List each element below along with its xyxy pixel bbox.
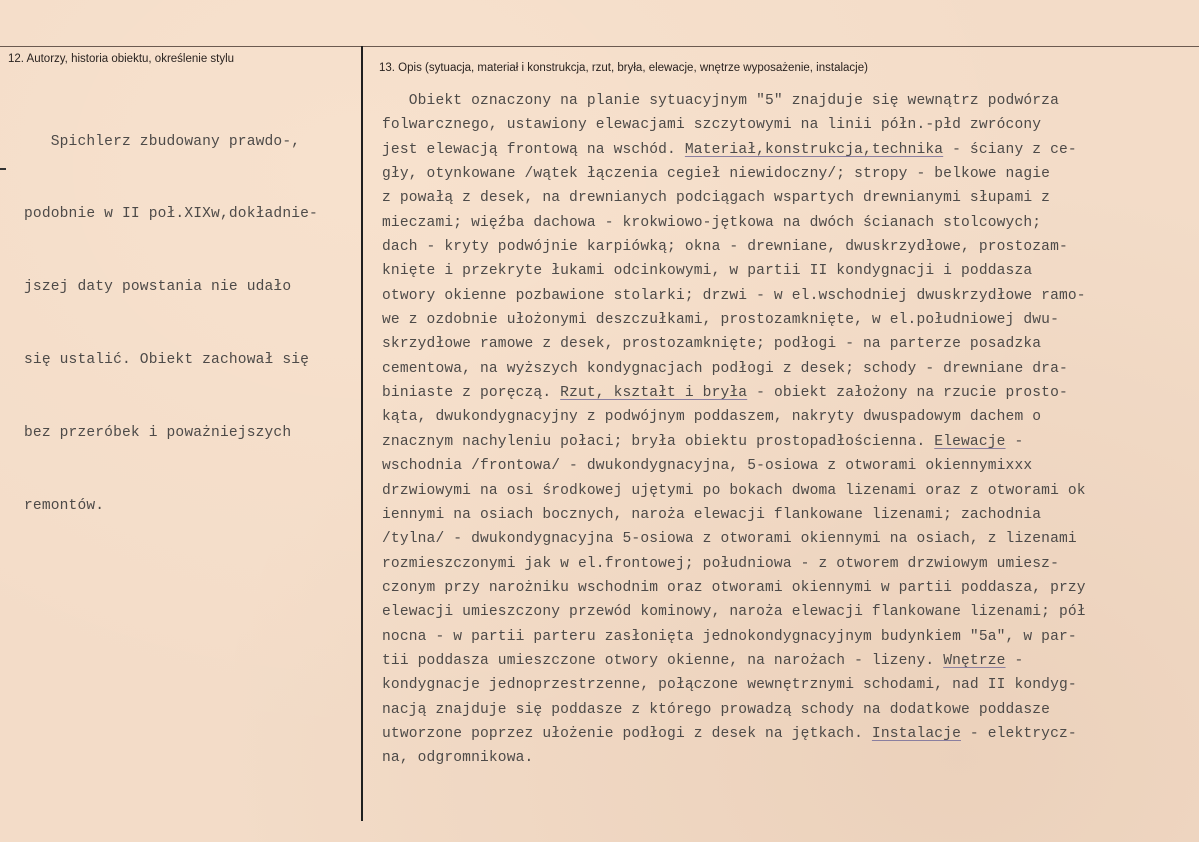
text-segment: tii poddasza umieszczone otwory okienne, na narożach - lizeny.: [382, 652, 944, 669]
text-line: [382, 308, 1086, 332]
text-line: [382, 138, 1086, 162]
text-segment: dach - kryty podwójnie karpiówką; okna - drewniane, dwuskrzydłowe, prostozam-: [382, 239, 1068, 256]
section-13-text: [382, 89, 1086, 771]
text-segment: znacznym nachyleniu połaci; bryła obiektu prostopadłościenna.: [382, 433, 935, 450]
text-line: [382, 405, 1086, 429]
text-segment: nocna - w partii parteru zasłonięta jednokondygnacyjnym budynkiem "5a", w par-: [382, 628, 1077, 645]
text-segment: skrzydłowe ramowe z desek, prostozamknięte; podłogi - na parterze posadzka: [382, 336, 1042, 353]
text-segment: jest elewacją frontową na wschód.: [382, 141, 685, 158]
text-line: [382, 649, 1086, 673]
text-line: się ustalić. Obiekt zachował się: [24, 352, 310, 369]
text-line: [382, 527, 1086, 551]
text-segment: biniaste z poręczą.: [382, 385, 561, 402]
underlined-subheading: Instalacje: [871, 725, 961, 742]
section-13-heading: 13. Opis (sytuacja, materiał i konstrukcja, rzut, bryła, elewacje, wnętrze wyposażenie, instalacje): [379, 62, 868, 74]
top-rule: [0, 46, 1199, 47]
underlined-subheading: Rzut, kształt i bryła: [560, 385, 748, 402]
text-segment: cementowa, na wyższych kondygnacjach podłogi z desek; schody - drewniane dra-: [382, 360, 1068, 377]
text-line: [382, 600, 1086, 624]
underlined-subheading: Materiał,konstrukcja,technika: [684, 141, 944, 158]
text-line: [382, 746, 1086, 770]
text-segment: z powałą z desek, na drewnianych podciągach wspartych drewnianymi słupami z: [382, 190, 1051, 207]
text-line: [382, 552, 1086, 576]
text-segment: /tylna/ - dwukondygnacyjna 5-osiowa z otworami okiennymi na osiach, z lizenami: [382, 531, 1077, 548]
text-line: [382, 357, 1086, 381]
underlined-subheading: Wnętrze: [943, 652, 1006, 669]
text-segment: - ściany z ce-: [943, 141, 1077, 158]
text-line: [382, 479, 1086, 503]
text-line: podobnie w II poł.XIXw,dokładnie-: [24, 206, 318, 223]
text-line: [382, 89, 1086, 113]
text-segment: kondygnacje jednoprzestrzenne, połączone wewnętrznymi schodami, nad II kondyg-: [382, 677, 1077, 694]
text-line: [382, 381, 1086, 405]
text-segment: nacją znajduje się poddasze z którego prowadzą schody na dodatkowe poddasze: [382, 701, 1051, 718]
text-line: [382, 186, 1086, 210]
text-segment: drzwiowymi na osi środkowej ujętymi po bokach dwoma lizenami oraz z otworami ok: [382, 482, 1086, 499]
text-segment: wschodnia /frontowa/ - dwukondygnacyjna, 5-osiowa z otworami okiennymixxx: [382, 458, 1033, 475]
text-line: [382, 211, 1086, 235]
text-line: [382, 332, 1086, 356]
text-line: [382, 503, 1086, 527]
text-segment: otwory okienne pozbawione stolarki; drzwi - w el.wschodniej dwuskrzydłowe ramo-: [382, 287, 1086, 304]
text-line: [382, 625, 1086, 649]
text-segment: - elektrycz-: [961, 725, 1077, 742]
text-segment: rozmieszczonymi jak w el.frontowej; południowa - z otworem drzwiowym umiesz-: [382, 555, 1059, 572]
text-segment: iennymi na osiach bocznych, naroża elewacji flankowane lizenami; zachodnia: [382, 506, 1042, 523]
text-line: [382, 162, 1086, 186]
text-line: [382, 454, 1086, 478]
text-line: bez przeróbek i poważniejszych: [24, 425, 292, 442]
underlined-subheading: Elewacje: [934, 433, 1006, 450]
text-line: [382, 113, 1086, 137]
text-segment: Obiekt oznaczony na planie sytuacyjnym "5" znajduje się wewnątrz podwórza: [382, 93, 1059, 109]
text-segment: utworzone poprzez ułożenie podłogi z desek na jętkach.: [382, 725, 872, 742]
text-line: [382, 235, 1086, 259]
text-line: [382, 698, 1086, 722]
section-12-heading: 12. Autorzy, historia obiektu, określenie stylu: [8, 53, 235, 65]
text-segment: kąta, dwukondygnacyjny z podwójnym poddaszem, nakryty dwuspadowym dachem o: [382, 409, 1042, 426]
text-line: [382, 284, 1086, 308]
text-segment: elewacji umieszczony przewód kominowy, naroża elewacji flankowane lizenami; pół: [382, 604, 1086, 621]
text-line: jszej daty powstania nie udało: [24, 279, 292, 296]
text-segment: mieczami; więźba dachowa - krokwiowo-jętkowa na dwóch ścianach stolcowych;: [382, 214, 1042, 231]
text-segment: we z ozdobnie ułożonymi deszczułkami, prostozamknięte, w el.południowej dwu-: [382, 312, 1059, 329]
text-line: [382, 673, 1086, 697]
text-segment: czonym przy narożniku wschodnim oraz otworami okiennymi w partii poddasza, przy: [382, 579, 1086, 596]
text-line: remontów.: [24, 498, 105, 515]
text-line: [382, 576, 1086, 600]
text-segment: na, odgromnikowa.: [382, 750, 534, 767]
text-line: Spichlerz zbudowany prawdo-,: [24, 133, 301, 150]
text-line: [382, 430, 1086, 454]
text-segment: knięte i przekryte łukami odcinkowymi, w partii II kondygnacji i poddasza: [382, 263, 1033, 280]
section-12-text: [24, 81, 318, 567]
text-segment: - obiekt założony na rzucie prosto-: [747, 385, 1068, 402]
text-segment: -: [1005, 652, 1024, 669]
text-line: [382, 722, 1086, 746]
text-segment: folwarcznego, ustawiony elewacjami szczytowymi na linii półn.-płd zwrócony: [382, 117, 1042, 134]
margin-mark: [0, 168, 6, 170]
text-segment: gły, otynkowane /wątek łączenia cegieł niewidoczny/; stropy - belkowe nagie: [382, 166, 1051, 183]
column-divider: [361, 46, 363, 821]
text-line: [382, 259, 1086, 283]
text-segment: -: [1005, 433, 1024, 450]
